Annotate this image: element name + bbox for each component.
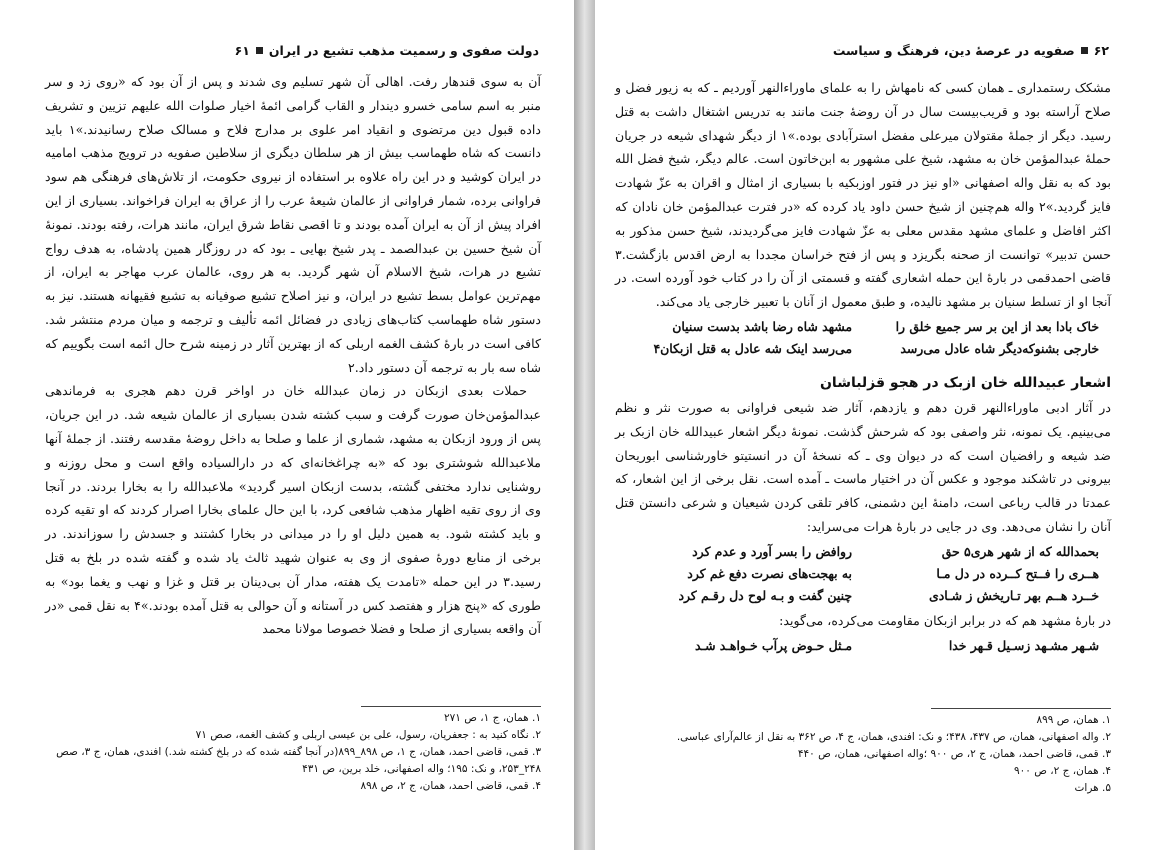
poem-hemistich: می‌رسد اینک شه عادل به قتل ازبکان۴ [653,340,852,356]
left-page-number: ۶۱ [234,42,250,58]
footnote-divider [931,708,1111,709]
poem-hemistich: بحمدالله که از شهر هری۵ حق [941,543,1099,559]
poem-hemistich: خاک بادا بعد از این بر سر جمیع خلق را [895,318,1099,334]
footnote: ٣. قمی، قاضی احمد، همان، ج ٢، ص ٩٠٠ ؛واله اصفهانی، همان، ص ۴۴٠ [797,748,1111,760]
right-page-body [615,76,1111,659]
left-running-title: دولت صفوی و رسمیت مذهب تشیع در ایران [268,42,539,58]
poem-block [645,635,1099,657]
right-footnotes [595,708,1111,797]
book-gutter [574,0,595,850]
poem-hemistich: روافض را بسر آورد و عدم کرد [692,543,852,559]
footnote-divider [361,706,541,707]
right-running-title: صفویه در عرصهٔ دین، فرهنگ و سیاست [832,42,1075,58]
footnote: ٣. قمی، قاضی احمد، همان، ج ١، ص ٨٩٨_٨٩٩(در آنجا گفته شده که در بلخ کشته شد.) افندی، همان، ج ٣، صص ٢۴٨_٢۵٣، و نک: ١٩۵؛ واله اصفهانی، خلد برین، ص ۴٣١ [56,746,541,775]
section-heading: اشعار عبیدالله خان ازبک در هجو قزلباشان [819,374,1111,391]
footnote: ٢. واله اصفهانی، همان، ص ۴٣٧، ۴٣٨؛ و نک: افندی، همان، ج ۴، ص ٣۶٢ به نقل از عالم‌آرای عباسی. [676,731,1111,743]
poem-hemistich: خارجی بشنوکه‌دیگر شاه عادل می‌رسد [900,340,1099,356]
footnote: ۴. همان، ج ٢، ص ٩٠٠ [1013,765,1111,777]
right-page-number: ۶۲ [1093,42,1109,58]
footnote: ۵. هرات [1074,782,1111,794]
left-footnotes [31,706,541,795]
paragraph: در بارهٔ مشهد هم که در برابر ازبکان مقاومت می‌کرده، می‌گوید: [779,612,1111,628]
poem-block [645,316,1099,360]
poem-block [645,541,1099,607]
poem-hemistich: خــرد هــم بهر تـاریخش ز شـادی [929,587,1099,603]
poem-hemistich: مـثل حـوض پرآب خـواهـد شـد [694,637,852,653]
left-page-header [235,38,539,62]
right-page [595,0,1169,850]
poem-hemistich: چنین گفت و بـه لوح دل رقـم کرد [678,587,852,603]
left-page [0,0,574,850]
paragraph: در آثار ادبی ماوراءالنهر قرن دهم و یازدهم، آثار ضد شیعی فراوانی به صورت نثر و نظم می‌بینیم. یک نمونه، نثر واصفی بود که شرحش گذشت. نمونهٔ دیگر اشعار عبیدالله خان ازبک بر ضد شیعه و رافضیان است که در دیوان وی ـ که نسخهٔ آن در انستیتو خاورشناسی ابوریحان بیرونی در تاشکند موجود و عکس آن در اختیار ماست ـ آمده است. نقل برخی از این اشعار، که عمدتا در قالب رباعی است، دامنهٔ این دشمنی، کافر تلقی کردن شیعیان و شرعی دانستن قتل آنان را نشان می‌دهد. وی در جایی در بارهٔ هرات می‌سراید: [615,399,1111,534]
paragraph: حملات بعدی ازبکان در زمان عبدالله خان در اواخر قرن دهم هجری به فرماندهی عبدالمؤمن‌خان صورت گرفت و سبب کشته شدن بسیاری از عالمان شیعه شد. در این جریان، پس از ورود ازبکان به مشهد، شماری از علما و صلحا به داخل روضهٔ مقدسه رفتند. از جملهٔ آنها ملاعبدالله شوشتری بود که «به چراغخانه‌ای که در دارالسیاده واقع است و محل روزنه و روشنایی ندارد مختفی گشته، بدست ازبکان اسیر گردید» ملاعبدالله را به بخارا بردند. در آنجا وی از روی تقیه اظهار مذهب شافعی کرد، با این حال علمای بخارا اصرار کردند که او تقیه کرده و باید کشته شود. به همین دلیل او را در میدانی در بخارا کشتند و جسدش را سوزاندند. در برخی از منابع دورهٔ صفوی از وی به عنوان شهید ثالث یاد شده و گفته شده در بلخ به قتل رسید.٣ در این حمله «تامدت یک هفته، مدار آن بی‌دینان بر قتل و غزا و نهب و یغما بود» به طوری که «پنج هزار و هفتصد کس در آستانه و آن حوالی به قتل آمده بودند.»۴ به نقل قمی «در آن واقعه بسیاری از صلحا و فضلا خصوصا مولانا محمد [45,383,541,637]
poem-hemistich: شـهر مشـهد زسـیل قـهر خدا [948,637,1099,653]
square-bullet-icon [256,47,263,54]
footnote: ١. همان، ج ١، ص ٢٧١ [443,712,541,724]
footnote: ٢. نگاه کنید به : جعفریان، رسول، علی بن عیسی اربلی و کشف الغمه، صص ٧١ [195,729,541,741]
paragraph: مشکک رستمداری ـ همان کسی که نامهاش را به علمای ماوراءالنهر آوردیم ـ که به زیور فضل و صلاح آراسته بود و قریب‌بیست سال در آن روضهٔ جنت مانند به تدریس اشتغال داشت به قتل رسید. دیگر از جملهٔ مقتولان میرعلی مفضل استرآبادی بوده.»١ از دیگر شهدای شیعه در جریان حملهٔ عبدالمؤمن خان به مشهد، شیخ علی مشهور به ابن‌خاتون است. عالم دیگر، شیخ فضل الله بود که به نقل واله اصفهانی «او نیز در فتور اوزبکیه با بسیاری از امثال و اقران به عزّ شهادت فایز گردید.»٢ واله هم‌چنین از شیخ حسن داود یاد کرده که «در فترت عبدالمؤمن خان نادان که اکثر افاضل و علمای مشهد مقدس معلی به عزّ شهادت فایز می‌گردیدند، شیخ حسن مذکور به حسن تدبیر» توانست از صحنه بگریزد و پس از فتح خراسان مجددا به ارض اقدس بازگشت.٣ قاضی احمدقمی در بارهٔ این حمله اشعاری گفته و قسمتی از آن را در کتاب خود آورده است. در آنجا او از تسلط سنیان بر مشهد نالیده، و طبق معمول از آنان با تعبیر خارجی یاد می‌کند. [615,80,1112,310]
poem-hemistich: هــری را فــتح کــرده در دل مـا [936,565,1099,581]
square-bullet-icon [1081,47,1088,54]
footnote: ۴. قمی، قاضی احمد، همان، ج ٢، ص ٨٩٨ [360,780,541,792]
poem-hemistich: به بهجت‌های نصرت دفع غم کرد [687,565,852,581]
right-page-header [833,38,1109,62]
footnote: ١. همان، ص ٨٩٩ [1036,714,1111,726]
left-page-body [45,70,541,641]
poem-hemistich: مشهد شاه رضا باشد بدست سنیان [672,318,852,334]
paragraph: آن به سوی قندهار رفت. اهالی آن شهر تسلیم وی شدند و پس از آن بود که «روی زد و سر منبر به اسم سامی خسرو دیندار و القاب گرامی ائمهٔ اخیار صلوات الله علیهم تزیین و تشریف داده قبول دین مرتضوی و انقیاد امر علوی بر مدارج فلاح و مسالک صلاح رسانیدند.»١ باید دانست که شاه طهماسب بیش از هر سلطان دیگری از سلاطین صفویه در ترویج مذهب امامیه در ایران کوشید و در این راه علاوه بر استفاده از نیروی حکومت، از تلاش‌های فرهنگی هم سود فراوانی برده، شمار فراوانی از عالمان شیعهٔ عرب را از عراق به ایران فراخواند. بسیاری از این افراد پیش از آن به ایران آمده بودند و تا اقصی نقاط شرق ایران، مانند هرات، رفته بودند. نمونهٔ آن شیخ حسین بن عبدالصمد ـ پدر شیخ بهایی ـ بود که در روزگار همین پادشاه، به هدف رواج تشیع در هرات، شیخ الاسلام آن شهر گردید. به هر روی، عالمان عرب مهاجر به ایران، از مهم‌ترین عوامل بسط تشیع در ایران، و نیز اصلاح تشیع صوفیانه به تشیع فقیهانه هستند. نیز به دستور شاه طهماسب کتاب‌های زیادی در فضائل ائمه تألیف و ترجمه و میان مردم منتشر شد. کافی است در بارهٔ کشف الغمه اربلی که از بهترین آثار در زمینه شرح حال ائمه است بگوییم که شاه سه بار به ترجمه آن دستور داد.٢ [45,74,542,375]
